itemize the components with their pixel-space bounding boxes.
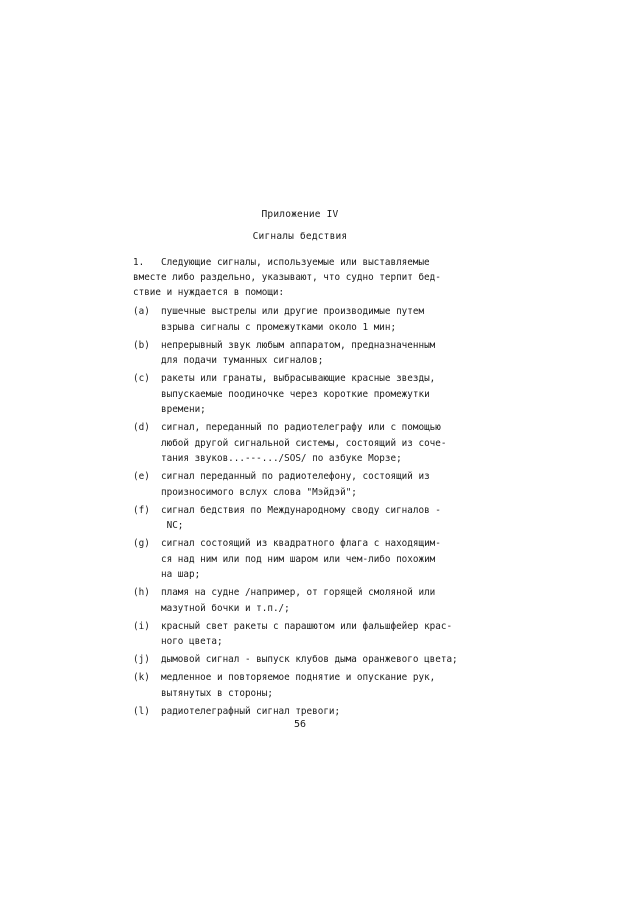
- item-label: (h): [133, 587, 150, 598]
- item-label: (f): [133, 504, 150, 516]
- list-item: [133, 652, 493, 668]
- item-text: медленное и повторяемое поднятие и опускание рук, вытянутых в стороны;: [161, 672, 436, 699]
- item-text: красный свет ракеты с парашютом или фальшфейер крас- ного цвета;: [161, 620, 453, 647]
- list-item: [133, 670, 493, 701]
- list-item: [133, 619, 493, 650]
- item-text: сигнал, переданный по радиотелеграфу или с помощью любой другой сигнальной системы, состоящий из соче- тания звуков...---.../SOS/ по азбуке Морзе;: [161, 422, 447, 464]
- item-label: (g): [133, 538, 150, 549]
- item-label: (j): [133, 654, 150, 665]
- item-label: (d): [133, 422, 150, 433]
- item-text: пламя на судне /например, от горящей смоляной или мазутной бочки и т.п./;: [161, 587, 436, 614]
- intro-paragraph: 1. Следующие сигналы, используемые или выставляемые вместе либо раздельно, указывают, что судно терпит бед- ствие и нуждается в помощи:: [133, 257, 441, 298]
- item-label: (a): [133, 306, 150, 317]
- list-item: [133, 469, 493, 500]
- item-label: (l): [133, 705, 150, 717]
- item-label: (b): [133, 339, 150, 351]
- appendix-title: Приложение IV: [261, 209, 339, 220]
- item-text: ракеты или гранаты, выбрасывающие красные звезды, выпускаемые поодиночке через короткие промежутки времени;: [161, 373, 436, 415]
- list-item: [133, 304, 493, 335]
- list-item: [133, 585, 493, 616]
- item-text: пушечные выстрелы или другие производимые путем взрыва сигналы с промежутками около 1 мин;: [161, 306, 425, 333]
- item-label: (e): [133, 471, 150, 482]
- item-label: (k): [133, 672, 150, 683]
- item-text: дымовой сигнал - выпуск клубов дыма оранжевого цвета;: [161, 654, 458, 665]
- item-label: (i): [133, 620, 150, 632]
- section-title: Сигналы бедствия: [252, 231, 348, 242]
- item-label: (c): [133, 373, 150, 384]
- list-item: [133, 371, 493, 418]
- item-text: сигнал состоящий из квадратного флага с находящим- ся над ним или под ним шаром или чем-либо похожим на шар;: [161, 538, 441, 580]
- list-item: [133, 704, 493, 720]
- list-item: [133, 536, 493, 583]
- list-item: [133, 338, 493, 369]
- list-item: [133, 420, 493, 467]
- list-item: [133, 503, 493, 534]
- signal-list: [133, 304, 493, 722]
- item-text: сигнал переданный по радиотелефону, состоящий из произносимого вслух слова "Мэйдэй";: [161, 471, 430, 498]
- item-text: непрерывный звук любым аппаратом, предназначенным для подачи туманных сигналов;: [161, 339, 436, 366]
- item-text: сигнал бедствия по Международному своду сигналов - NC;: [161, 504, 441, 531]
- item-text: радиотелеграфный сигнал тревоги;: [161, 705, 341, 717]
- page-number: 56: [293, 719, 307, 730]
